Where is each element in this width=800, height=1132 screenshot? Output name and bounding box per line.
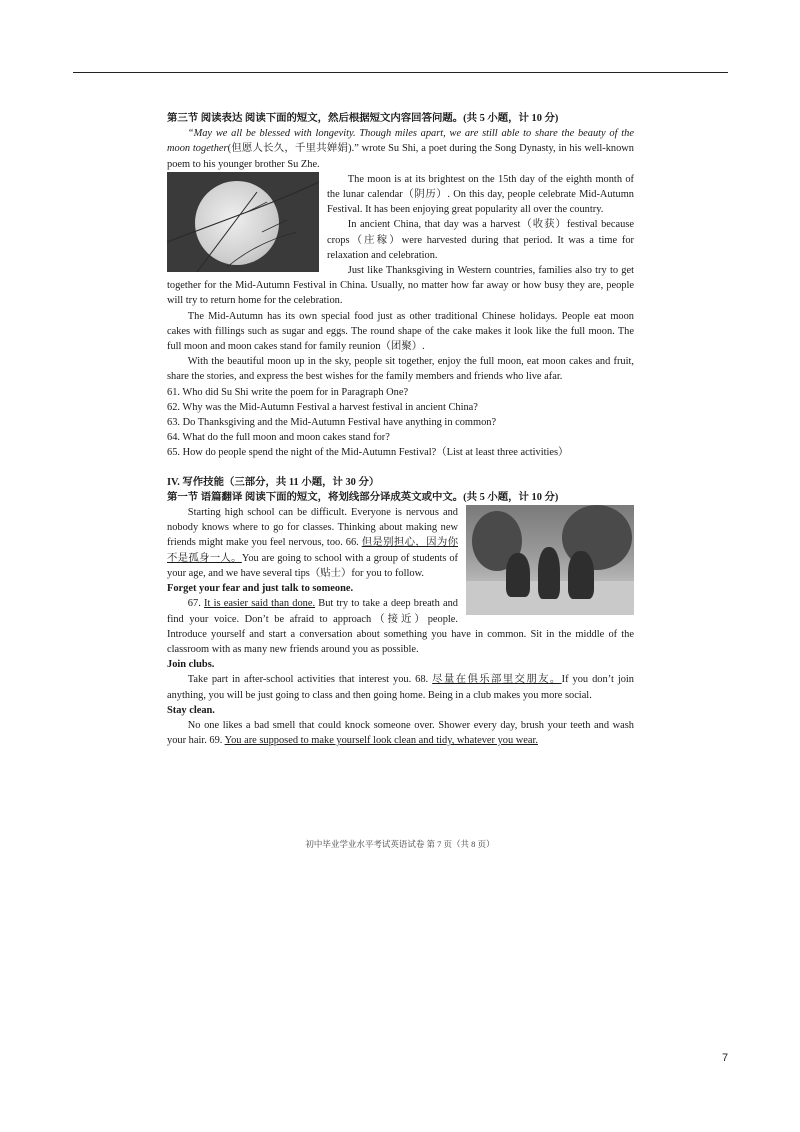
paragraph-69: No one likes a bad smell that could knock someone over. Shower every day, brush your teeth and wash your hair. 69. You are supposed to make yourself look clean and tidy, whatever you wear.: [167, 719, 634, 747]
section4-subheading: 第一节 语篇翻译 阅读下面的短文，将划线部分译成英文或中文。(共 5 小题，计 10 分): [167, 491, 559, 503]
student-figure: [538, 547, 560, 599]
exam-page: [167, 111, 634, 748]
top-rule: [73, 72, 728, 73]
section3-heading: 第三节 阅读表达 阅读下面的短文，然后根据短文内容回答问题。(共 5 小题，计 10 分): [167, 113, 559, 124]
paragraph-5: The Mid-Autumn has its own special food just as other traditional Chinese holidays. People eat moon cakes with fillings such as sugar and eggs. The round shape of the cake makes it look like the full moon. The full moon and moon cakes stand for family reunion（团聚）.: [167, 310, 634, 353]
underlined-68: 尽量在俱乐部里交朋友。: [432, 674, 562, 686]
tip-heading-1: Forget your fear and just talk to someone.: [167, 583, 354, 595]
underlined-69: You are supposed to make yourself look clean and tidy, whatever you wear.: [224, 735, 538, 747]
question-list: [167, 385, 634, 461]
paragraph-3: In ancient China, that day was a harvest（收获）festival because crops（庄稼）were harvested during that period. It was a time for relaxation and celebration.: [327, 219, 634, 261]
intro-paragraph: [167, 126, 634, 172]
moon-photo: [167, 172, 319, 272]
poem-chinese: (但愿人长久，千里共婵娟): [227, 143, 352, 155]
student-figure: [568, 551, 594, 599]
paragraph-67: 67. It is easier said than done. But try to take a deep breath and find your voice. Don’t be afraid to approach（接近）people. Introduce yourself and start a conversation about something you have in common. Sit in the middle of the classroom with as many new friends around you as possible.: [167, 598, 634, 655]
question-62: 62. Why was the Mid-Autumn Festival a harvest festival in ancient China?: [167, 401, 478, 413]
paragraph-6: With the beautiful moon up in the sky, people sit together, enjoy the full moon, eat moon cakes and fruit, share the stories, and express the best wishes for the family members and friends who live afar.: [167, 356, 634, 383]
underlined-67: It is easier said than done.: [204, 598, 316, 610]
intro-rest: .” wrote Su Shi, a poet during the Song Dynasty, in his well-known poem to his younger brother Su Zhe.: [167, 143, 634, 170]
branches-graphic: [167, 172, 319, 272]
students-photo: [466, 505, 634, 615]
page-number: 7: [722, 1052, 729, 1064]
paragraph-68: Take part in after-school activities that interest you. 68. 尽量在俱乐部里交朋友。If you don’t join anything, you will be just going to class and then going home. Being in a club makes you more social.: [167, 674, 634, 701]
paragraph-4: Just like Thanksgiving in Western countries, families also try to get together for the Mid-Autumn Festival in China. Usually, no matter how far away or how busy they are, people will try to return home for the celebration.: [167, 265, 634, 307]
question-61: 61. Who did Su Shi write the poem for in Paragraph One?: [167, 386, 409, 398]
tip-heading-2: Join clubs.: [167, 659, 215, 671]
question-63: 63. Do Thanksgiving and the Mid-Autumn Festival have anything in common?: [167, 417, 497, 429]
section4-intro: Starting high school can be difficult. Everyone is nervous and nobody knows where to go for classes. Thinking about making new friends might make you feel nervous, too. 66. 但是别担心，因为你不是孤身一人。You are going to school with a group of students of your age, and we have several tips（贴士）for you to follow.: [167, 507, 459, 579]
question-64: 64. What do the full moon and moon cakes stand for?: [167, 432, 390, 444]
poem-quote: “May we all be blessed with longevity. Though miles apart, we are still able to share the beauty of the moon together: [167, 128, 634, 155]
page-footer: 初中毕业学业水平考试英语试卷 第 7 页（共 8 页）: [305, 839, 495, 849]
tip-heading-3: Stay clean.: [167, 704, 215, 716]
part4-heading: IV. 写作技能（三部分，共 11 小题，计 30 分）: [167, 476, 380, 488]
student-figure: [506, 553, 530, 597]
paragraph-2: The moon is at its brightest on the 15th day of the eighth month of the lunar calendar（阴历）. On this day, people celebrate Mid-Autumn Festival. It has been enjoying great popularity all over the country.: [327, 173, 634, 216]
underlined-66: 但是别担心，因为你不是孤身一人。: [167, 537, 458, 564]
question-65: 65. How do people spend the night of the Mid-Autumn Festival?（List at least three activities）: [167, 447, 569, 459]
